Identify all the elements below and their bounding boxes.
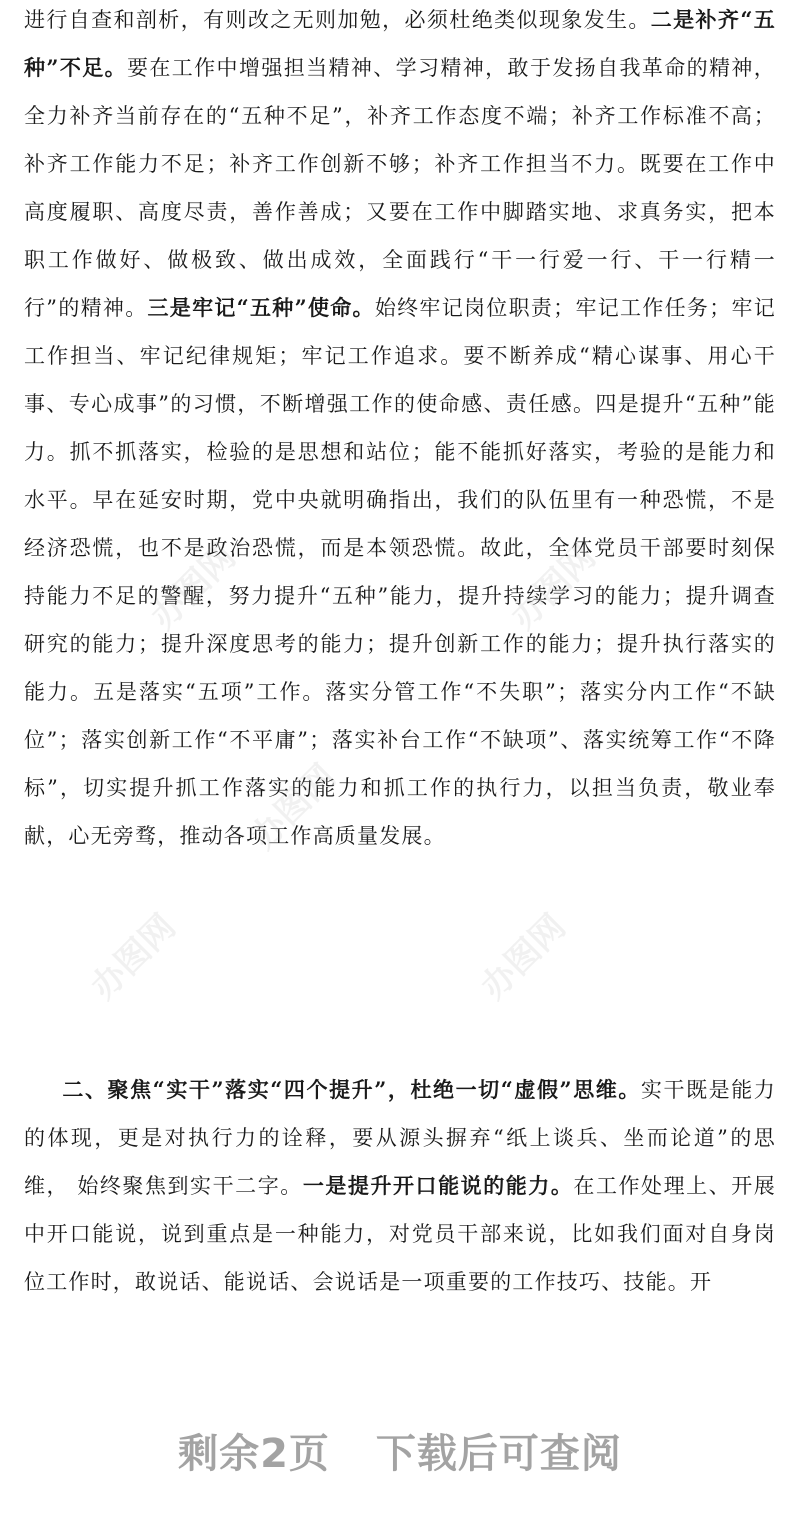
p1-heading-three: 三是牢记“五种”使命。 (147, 295, 375, 320)
paragraph-2 (24, 1066, 776, 1306)
p1-seg-4: 始终牢记岗位职责；牢记工作任务；牢记工作担当、牢记纪律规矩；牢记工作追求。要不断养成“精心谋事、用心干事、专心成事”的习惯，不断增强工作的使命感、责任感。四是提升“五种”能力。抓不抓落实，检验的是思想和站位；能不能抓好落实，考验的是能力和水平。早在延安时期，党中央就明确指出，我们的队伍里有一种恐慌，不是经济恐慌，也不是政治恐慌，而是本领恐慌。故此，全体党员干部要时刻保持能力不足的警醒，努力提升“五种”能力，提升持续学习的能力；提升调查研究的能力；提升深度思考的能力；提升创新工作的能力；提升执行落实的能力。五是落实“五项”工作。落实分管工作“不失职”；落实分内工作“不缺位”；落实创新工作“不平庸”；落实补台工作“不缺项”、落实统筹工作“不降标”，切实提升抓工作落实的能力和抓工作的执行力，以担当负责，敬业奉献，心无旁骛，推动各项工作高质量发展。 (24, 296, 776, 848)
watermark-logo: 办图网 (243, 756, 344, 858)
p2-seg-3: 在工作处理上、开展中开口能说，说到重点是一种能力，对党员干部来说，比如我们面对自身岗位工作时，敢说话、能说话、会说话是一项重要的工作技巧、技能。开 (24, 1174, 776, 1294)
watermark-logo: 办图网 (473, 906, 574, 1008)
p1-heading-two: 二是补齐“五种”不足。 (24, 7, 776, 80)
p1-seg-0: 进行自查和剖析，有则改之无则加勉，必须杜绝类似现象发生。 (24, 8, 651, 32)
download-to-view-label[interactable]: 下载后可查阅 (375, 1430, 622, 1477)
p1-seg-2: 要在工作中增强担当精神、学习精神，敢于发扬自我革命的精神，全力补齐当前存在的“五种不足”，补齐工作态度不端；补齐工作标准不高；补齐工作能力不足；补齐工作创新不够；补齐工作担当不力。既要在工作中高度履职、高度尽责，善作善成；又要在工作中脚踏实地、求真务实，把本职工作做好、做极致、做出成效，全面践行“干一行爱一行、干一行精一行”的精神。 (24, 56, 776, 320)
watermark-logo: 办图网 (143, 536, 244, 638)
p2-heading-one: 一是提升开口能说的能力。 (302, 1173, 574, 1198)
download-banner[interactable] (0, 1420, 800, 1480)
remaining-pages-label: 剩余2页 (178, 1430, 330, 1477)
section-two-heading: 二、聚焦“实干”落实“四个提升”，杜绝一切“虚假”思维。 (62, 1077, 641, 1102)
watermark-logo: 办图网 (83, 906, 184, 1008)
p2-seg-1: 实干既是能力的体现，更是对执行力的诠释，要从源头摒弃“纸上谈兵、坐而论道”的思维， 始终聚焦到实干二字。 (24, 1078, 776, 1198)
paragraph-1 (24, 0, 776, 860)
watermark-logo: 办图网 (503, 536, 604, 638)
